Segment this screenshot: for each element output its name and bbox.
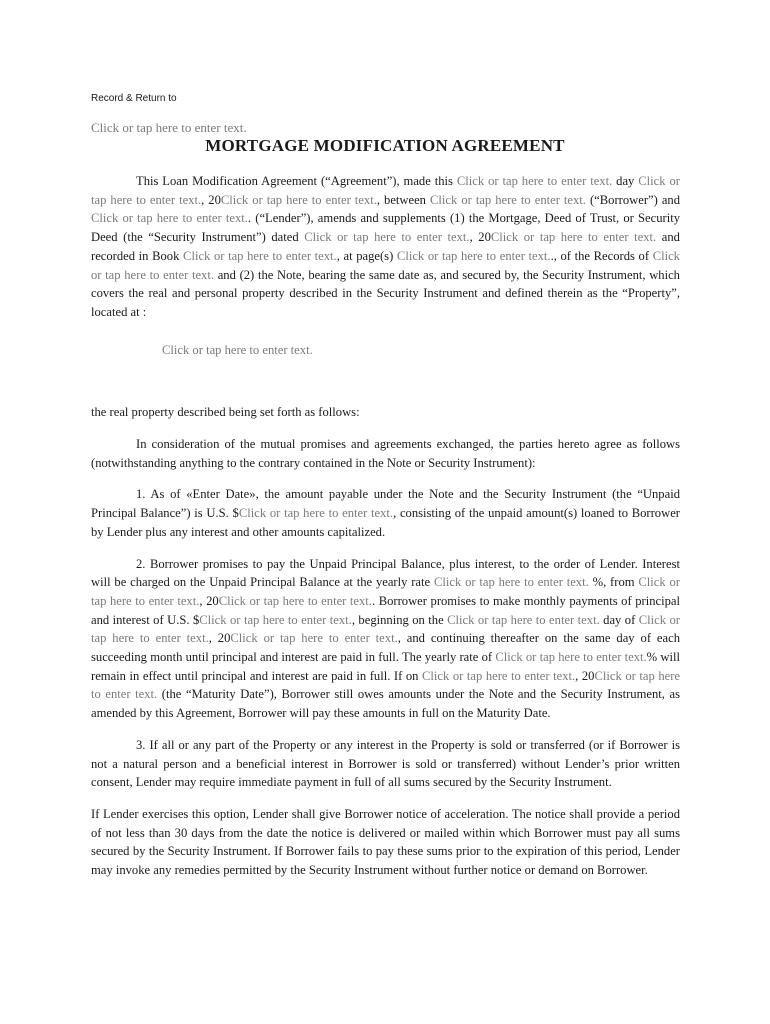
text: day of	[599, 612, 639, 627]
text: , beginning on the	[351, 612, 448, 627]
yearly-rate-field[interactable]: Click or tap here to enter text.	[433, 575, 589, 590]
text: day	[612, 174, 639, 188]
agreement-year-field[interactable]: Click or tap here to enter text.	[220, 192, 377, 207]
paragraph-4: If Lender exercises this option, Lender shall give Borrower notice of acceleration. The notice shall provide a period of not less than 30 days from the date the notice is delivered or mailed within which Borrower must pay all sums secured by the Security Instrument. If Borrower fails to pay these sums prior to the expiration of this period, Lender may invoke any remedies permitted by the Security Instrument without further notice or demand on Borrower.	[91, 806, 680, 878]
payment-day-field[interactable]: Click or tap here to enter text.	[447, 612, 600, 627]
monthly-payment-field[interactable]: Click or tap here to enter text.	[199, 612, 352, 627]
maturity-date-field[interactable]: Click or tap here to enter text.	[422, 668, 576, 683]
rate-from-year-field[interactable]: Click or tap here to enter text.	[218, 593, 372, 608]
text: , 20	[208, 631, 231, 646]
text: This Loan Modification Agreement (“Agreement”), made this	[136, 174, 457, 188]
pages-field[interactable]: Click or tap here to enter text.	[396, 248, 551, 263]
security-year-field[interactable]: Click or tap here to enter text.	[490, 230, 657, 245]
text: and recorded in Book	[91, 230, 680, 263]
property-address-field[interactable]: Click or tap here to enter text.	[162, 342, 313, 357]
property-description: the real property described being set forth as follows:	[91, 405, 360, 420]
text: % will remain in effect until principal and interest are paid in full. If on	[91, 650, 681, 683]
text: . (“Lender”), amends and supplements (1) the Mortgage, Deed of Trust, or Security Deed (the “Security Instrument”) dated	[91, 211, 680, 245]
text: and (2) the Note, bearing the same date as, and secured by, the Security Instrument, which covers the real and personal property described in the Security Instrument and defined therein as the “Property”, located at :	[91, 267, 680, 319]
text: ., of the Records of	[550, 248, 653, 263]
records-of-field[interactable]: Click or tap here to enter text.	[91, 248, 680, 282]
paragraph-1	[91, 485, 680, 541]
text: , consisting of the unpaid amount(s) loaned to Borrower by Lender plus any interest and other amounts capitalized.	[91, 506, 680, 539]
principal-balance-field[interactable]: Click or tap here to enter text.	[238, 506, 394, 521]
rate-in-effect-field[interactable]: Click or tap here to enter text.	[495, 650, 647, 665]
record-return-label: Record & Return to	[91, 93, 177, 104]
payment-year-field[interactable]: Click or tap here to enter text.	[230, 631, 398, 646]
document-title: MORTGAGE MODIFICATION AGREEMENT	[205, 136, 565, 155]
text: (the “Maturity Date”), Borrower still owes amounts under the Note and the Security Instrument, as amended by this Agreement, Borrower will pay these amounts in full on the Maturity Date.	[91, 687, 680, 721]
text: 2. Borrower promises to pay the Unpaid Principal Balance, plus interest, to the order of Lender. Interest will be charged on the Unpaid Principal Balance at the yearly rate	[91, 556, 680, 590]
text: , between	[376, 192, 431, 207]
borrower-name-field[interactable]: Click or tap here to enter text.	[430, 192, 586, 207]
security-date-field[interactable]: Click or tap here to enter text.	[304, 230, 470, 245]
book-field[interactable]: Click or tap here to enter text.	[183, 248, 337, 263]
consideration-paragraph: In consideration of the mutual promises and agreements exchanged, the parties hereto agree as follows (notwithstanding anything to the contrary contained in the Note or Security Instrument):	[91, 437, 680, 470]
intro-paragraph	[91, 172, 680, 322]
text: %, from	[588, 575, 639, 590]
agreement-month-field[interactable]: Click or tap here to enter text.	[91, 174, 680, 207]
text: 1. As of «Enter Date», the amount payable under the Note and the Security Instrument (the “Unpaid Principal Balance”) is U.S. $	[91, 487, 680, 521]
rate-from-date-field[interactable]: Click or tap here to enter text.	[91, 575, 680, 608]
text: , 20	[201, 192, 221, 207]
text: , and continuing thereafter on the same day of each succeeding month until principal and interest are paid in full. The yearly rate of	[91, 631, 680, 665]
text: (“Borrower”) and	[585, 192, 681, 207]
record-return-field[interactable]: Click or tap here to enter text.	[91, 120, 247, 135]
text: . Borrower promises to make monthly payments of principal and interest of U.S. $	[91, 593, 681, 627]
paragraph-3: 3. If all or any part of the Property or any interest in the Property is sold or transferred (or if Borrower is not a natural person and a beneficial interest in Borrower is sold or transferred) without Lender’s prior written consent, Lender may require immediate payment in full of all sums secured by the Security Instrument.	[91, 737, 680, 790]
maturity-year-field[interactable]: Click or tap here to enter text.	[91, 668, 680, 702]
text: , 20	[575, 668, 595, 683]
text: , at page(s)	[336, 248, 397, 263]
text: , 20	[199, 593, 219, 608]
agreement-body	[91, 172, 680, 880]
paragraph-2	[91, 555, 680, 723]
agreement-day-field[interactable]: Click or tap here to enter text.	[456, 174, 613, 188]
text: , 20	[469, 230, 491, 245]
payment-month-field[interactable]: Click or tap here to enter text.	[91, 612, 680, 646]
lender-name-field[interactable]: Click or tap here to enter text.	[91, 211, 248, 226]
